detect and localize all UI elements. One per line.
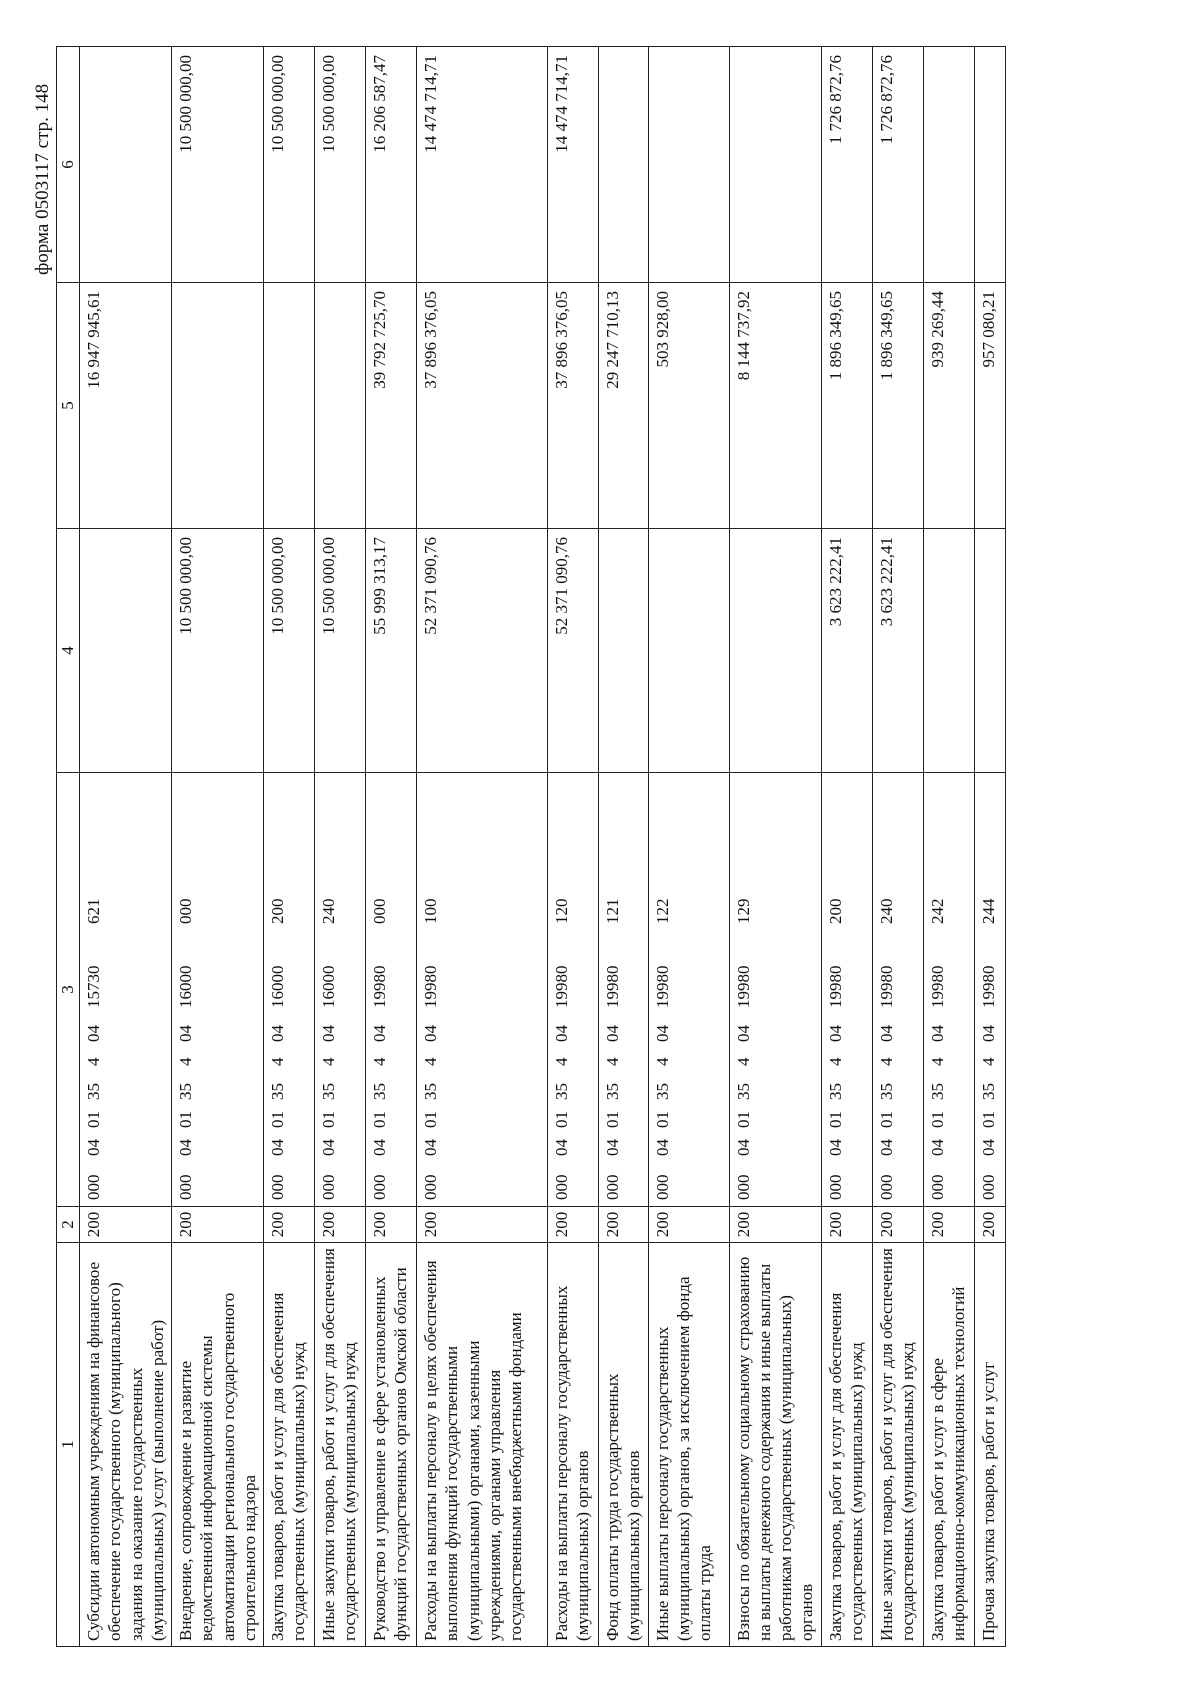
code-segment: 19980: [927, 965, 947, 1008]
code-segment: 4: [603, 1057, 622, 1066]
row-classification-code: [172, 773, 264, 1207]
row-amount-col-4: 3 623 222,41: [872, 529, 923, 773]
code-segment: 240: [876, 898, 896, 924]
row-classification-code: [729, 773, 821, 1207]
code-segment: 01: [652, 1111, 672, 1128]
row-amount-col-6: [80, 47, 172, 283]
row-line-code: 200: [729, 1207, 821, 1243]
row-amount-col-5: [172, 283, 264, 529]
row-amount-col-4: 10 500 000,00: [172, 529, 264, 773]
row-name: Иные выплаты персоналу государственных (муниципальных) органов, за исключением фонда оплаты труда: [648, 1243, 729, 1647]
code-segment: 000: [552, 1174, 571, 1200]
row-amount-col-6: [729, 47, 821, 283]
code-segment: 35: [825, 1083, 845, 1100]
row-amount-col-5: 1 896 349,65: [821, 283, 872, 529]
row-classification-code: [821, 773, 872, 1207]
code-segment: 4: [84, 1057, 103, 1066]
row-amount-col-4: [80, 529, 172, 773]
row-amount-col-6: [974, 47, 1005, 283]
code-segment: 000: [927, 1174, 947, 1200]
header-col-3: 3: [57, 773, 80, 1207]
row-name: Закупка товаров, работ и услуг в сфере информационно-коммуникационных технологий: [923, 1243, 974, 1647]
row-line-code: 200: [599, 1207, 649, 1243]
row-amount-col-4: [729, 529, 821, 773]
row-amount-col-5: 16 947 945,61: [80, 283, 172, 529]
table-row: [548, 47, 599, 1647]
row-classification-code: [872, 773, 923, 1207]
code-segment: 04: [733, 1139, 753, 1156]
header-col-4: 4: [57, 529, 80, 773]
table-row: [729, 47, 821, 1647]
table-row: [417, 47, 548, 1647]
row-amount-col-5: 939 269,44: [923, 283, 974, 529]
code-segment: 04: [978, 1025, 998, 1042]
table-row: [366, 47, 417, 1647]
code-segment: 04: [603, 1139, 622, 1156]
code-segment: 000: [876, 1174, 896, 1200]
row-name: Прочая закупка товаров, работ и услуг: [974, 1243, 1005, 1647]
code-segment: 01: [978, 1111, 998, 1128]
row-amount-col-4: 10 500 000,00: [264, 529, 315, 773]
row-amount-col-5: 39 792 725,70: [366, 283, 417, 529]
code-segment: 04: [825, 1025, 845, 1042]
code-segment: 15730: [84, 965, 103, 1008]
row-amount-col-6: 10 500 000,00: [172, 47, 264, 283]
code-segment: 04: [176, 1025, 195, 1042]
table-row: [872, 47, 923, 1647]
row-name: Расходы на выплаты персоналу государственных (муниципальных) органов: [548, 1243, 599, 1647]
code-segment: 04: [268, 1025, 287, 1042]
code-segment: 000: [84, 1174, 103, 1200]
header-col-1: 1: [57, 1243, 80, 1647]
code-segment: 01: [421, 1111, 440, 1128]
row-amount-col-5: 503 928,00: [648, 283, 729, 529]
row-amount-col-6: 14 474 714,71: [417, 47, 548, 283]
row-line-code: 200: [366, 1207, 417, 1243]
code-segment: 16000: [176, 965, 195, 1008]
code-segment: 35: [927, 1083, 947, 1100]
code-segment: 35: [370, 1083, 389, 1100]
code-segment: 19980: [552, 965, 571, 1008]
table-row: [923, 47, 974, 1647]
code-segment: 04: [552, 1139, 571, 1156]
row-name: Иные закупки товаров, работ и услуг для обеспечения государственных (муниципальных) нужд: [315, 1243, 366, 1647]
row-amount-col-5: [315, 283, 366, 529]
row-amount-col-5: [264, 283, 315, 529]
code-segment: 000: [603, 1174, 622, 1200]
code-segment: 4: [978, 1057, 998, 1066]
code-segment: 4: [370, 1057, 389, 1066]
code-segment: 04: [927, 1025, 947, 1042]
code-segment: 04: [370, 1025, 389, 1042]
row-amount-col-6: 1 726 872,76: [821, 47, 872, 283]
code-segment: 01: [176, 1111, 195, 1128]
code-segment: 4: [552, 1057, 571, 1066]
row-classification-code: [923, 773, 974, 1207]
code-segment: 04: [876, 1025, 896, 1042]
code-segment: 19980: [603, 965, 622, 1008]
row-amount-col-4: [923, 529, 974, 773]
code-segment: 35: [176, 1083, 195, 1100]
row-classification-code: [417, 773, 548, 1207]
row-line-code: 200: [648, 1207, 729, 1243]
row-amount-col-4: [974, 529, 1005, 773]
code-segment: 000: [421, 1174, 440, 1200]
row-line-code: 200: [80, 1207, 172, 1243]
header-col-2: 2: [57, 1207, 80, 1243]
row-amount-col-5: 37 896 376,05: [417, 283, 548, 529]
row-amount-col-5: 957 080,21: [974, 283, 1005, 529]
code-segment: 621: [84, 898, 103, 924]
table-row: [974, 47, 1005, 1647]
row-amount-col-6: 1 726 872,76: [872, 47, 923, 283]
code-segment: 01: [370, 1111, 389, 1128]
code-segment: 35: [603, 1083, 622, 1100]
code-segment: 240: [319, 898, 338, 924]
row-classification-code: [80, 773, 172, 1207]
code-segment: 000: [652, 1174, 672, 1200]
code-segment: 121: [603, 898, 622, 924]
code-segment: 19980: [733, 965, 753, 1008]
row-amount-col-6: [648, 47, 729, 283]
code-segment: 000: [733, 1174, 753, 1200]
code-segment: 19980: [876, 965, 896, 1008]
header-col-5: 5: [57, 283, 80, 529]
code-segment: 000: [268, 1174, 287, 1200]
code-segment: 04: [927, 1139, 947, 1156]
code-segment: 04: [370, 1139, 389, 1156]
row-amount-col-4: 3 623 222,41: [821, 529, 872, 773]
code-segment: 35: [978, 1083, 998, 1100]
table-row: [648, 47, 729, 1647]
row-line-code: 200: [264, 1207, 315, 1243]
code-segment: 120: [552, 898, 571, 924]
code-segment: 04: [603, 1025, 622, 1042]
code-segment: 04: [652, 1025, 672, 1042]
code-segment: 000: [978, 1174, 998, 1200]
row-classification-code: [974, 773, 1005, 1207]
code-segment: 35: [268, 1083, 287, 1100]
code-segment: 4: [825, 1057, 845, 1066]
code-segment: 01: [552, 1111, 571, 1128]
code-segment: 000: [370, 1174, 389, 1200]
code-segment: 000: [176, 1174, 195, 1200]
row-amount-col-4: [599, 529, 649, 773]
code-segment: 19980: [370, 965, 389, 1008]
row-name: Субсидии автономным учреждениям на финансовое обеспечение государственного (муниципального) задания на оказание государственных (муниципальных) услуг (выполнение работ): [80, 1243, 172, 1647]
code-segment: 4: [176, 1057, 195, 1066]
code-segment: 4: [319, 1057, 338, 1066]
row-line-code: 200: [548, 1207, 599, 1243]
row-name: Внедрение, сопровождение и развитие ведомственной информационной системы автоматизации регионального государственного строительного надзора: [172, 1243, 264, 1647]
code-segment: 4: [927, 1057, 947, 1066]
code-segment: 200: [825, 898, 845, 924]
code-segment: 04: [176, 1139, 195, 1156]
code-segment: 100: [421, 898, 440, 924]
row-name: Закупка товаров, работ и услуг для обеспечения государственных (муниципальных) нужд: [821, 1243, 872, 1647]
code-segment: 04: [319, 1139, 338, 1156]
code-segment: 04: [978, 1139, 998, 1156]
row-amount-col-6: [923, 47, 974, 283]
code-segment: 04: [268, 1139, 287, 1156]
code-segment: 16000: [319, 965, 338, 1008]
code-segment: 244: [978, 898, 998, 924]
row-classification-code: [599, 773, 649, 1207]
row-amount-col-6: 10 500 000,00: [264, 47, 315, 283]
code-segment: 01: [268, 1111, 287, 1128]
code-segment: 01: [84, 1111, 103, 1128]
code-segment: 01: [876, 1111, 896, 1128]
row-line-code: 200: [872, 1207, 923, 1243]
code-segment: 04: [84, 1025, 103, 1042]
code-segment: 35: [652, 1083, 672, 1100]
table-row: [172, 47, 264, 1647]
code-segment: 4: [421, 1057, 440, 1066]
table-row: [821, 47, 872, 1647]
row-line-code: 200: [821, 1207, 872, 1243]
code-segment: 35: [421, 1083, 440, 1100]
code-segment: 04: [319, 1025, 338, 1042]
code-segment: 000: [825, 1174, 845, 1200]
row-name: Взносы по обязательному социальному страхованию на выплаты денежного содержания и иные выплаты работникам государственных (муниципальных) органов: [729, 1243, 821, 1647]
code-segment: 19980: [978, 965, 998, 1008]
row-amount-col-4: 10 500 000,00: [315, 529, 366, 773]
row-line-code: 200: [974, 1207, 1005, 1243]
code-segment: 4: [876, 1057, 896, 1066]
code-segment: 242: [927, 898, 947, 924]
row-amount-col-5: 37 896 376,05: [548, 283, 599, 529]
code-segment: 35: [552, 1083, 571, 1100]
row-classification-code: [366, 773, 417, 1207]
row-line-code: 200: [417, 1207, 548, 1243]
code-segment: 04: [876, 1139, 896, 1156]
code-segment: 01: [927, 1111, 947, 1128]
code-segment: 01: [733, 1111, 753, 1128]
row-amount-col-6: 10 500 000,00: [315, 47, 366, 283]
row-amount-col-5: 1 896 349,65: [872, 283, 923, 529]
row-name: Расходы на выплаты персоналу в целях обеспечения выполнения функций государственными (муниципальными) органами, казенными учреждениями, органами управления государственными внебюджетными фондами: [417, 1243, 548, 1647]
row-amount-col-6: 14 474 714,71: [548, 47, 599, 283]
code-segment: 01: [603, 1111, 622, 1128]
table-row: [264, 47, 315, 1647]
row-amount-col-6: [599, 47, 649, 283]
code-segment: 01: [319, 1111, 338, 1128]
code-segment: 200: [268, 898, 287, 924]
code-segment: 122: [652, 898, 672, 924]
code-segment: 04: [421, 1139, 440, 1156]
row-amount-col-4: 52 371 090,76: [548, 529, 599, 773]
row-name: Иные закупки товаров, работ и услуг для обеспечения государственных (муниципальных) нужд: [872, 1243, 923, 1647]
row-line-code: 200: [923, 1207, 974, 1243]
code-segment: 129: [733, 898, 753, 924]
code-segment: 04: [84, 1139, 103, 1156]
row-classification-code: [548, 773, 599, 1207]
code-segment: 35: [319, 1083, 338, 1100]
code-segment: 35: [84, 1083, 103, 1100]
code-segment: 4: [652, 1057, 672, 1066]
code-segment: 04: [733, 1025, 753, 1042]
code-segment: 04: [552, 1025, 571, 1042]
row-amount-col-4: [648, 529, 729, 773]
table-row: [80, 47, 172, 1647]
code-segment: 16000: [268, 965, 287, 1008]
table-row: [315, 47, 366, 1647]
row-amount-col-4: 55 999 313,17: [366, 529, 417, 773]
header-col-6: 6: [57, 47, 80, 283]
code-segment: 04: [825, 1139, 845, 1156]
row-amount-col-5: 8 144 737,92: [729, 283, 821, 529]
code-segment: 19980: [825, 965, 845, 1008]
row-name: Закупка товаров, работ и услуг для обеспечения государственных (муниципальных) нужд: [264, 1243, 315, 1647]
code-segment: 4: [733, 1057, 753, 1066]
row-line-code: 200: [172, 1207, 264, 1243]
table-row: [599, 47, 649, 1647]
row-amount-col-6: 16 206 587,47: [366, 47, 417, 283]
code-segment: 19980: [652, 965, 672, 1008]
header-row: [57, 47, 80, 1647]
code-segment: 35: [876, 1083, 896, 1100]
code-segment: 000: [370, 898, 389, 924]
row-name: Фонд оплаты труда государственных (муниципальных) органов: [599, 1243, 649, 1647]
code-segment: 04: [421, 1025, 440, 1042]
row-line-code: 200: [315, 1207, 366, 1243]
code-segment: 01: [825, 1111, 845, 1128]
row-name: Руководство и управление в сфере установленных функций государственных органов Омской области: [366, 1243, 417, 1647]
code-segment: 4: [268, 1057, 287, 1066]
form-label: форма 0503117 стр. 148: [32, 83, 53, 275]
row-classification-code: [264, 773, 315, 1207]
row-amount-col-4: 52 371 090,76: [417, 529, 548, 773]
code-segment: 000: [176, 898, 195, 924]
row-classification-code: [648, 773, 729, 1207]
row-classification-code: [315, 773, 366, 1207]
code-segment: 04: [652, 1139, 672, 1156]
code-segment: 000: [319, 1174, 338, 1200]
code-segment: 19980: [421, 965, 440, 1008]
budget-table: [56, 46, 1006, 1647]
code-segment: 35: [733, 1083, 753, 1100]
row-amount-col-5: 29 247 710,13: [599, 283, 649, 529]
